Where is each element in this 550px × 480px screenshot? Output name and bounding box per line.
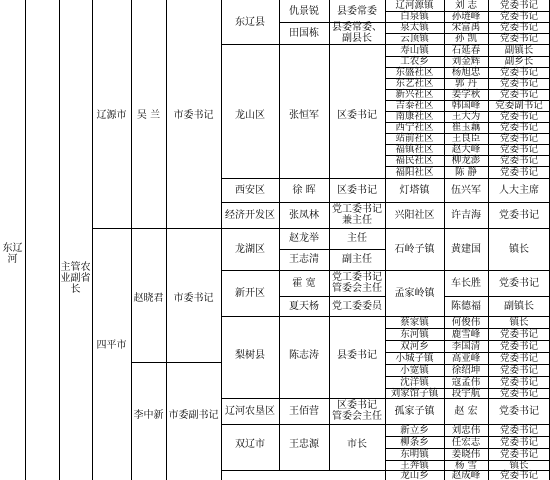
leader-liaohe: 王佰营 [289,405,319,417]
row-2-town: 白泉镇 [400,11,429,22]
title-longhu-2: 副主任 [342,254,372,265]
row-25-title: 党委书记 [499,340,538,352]
row-30-person: 赵 宏 [454,405,478,417]
row-24-town: 东河镇 [400,328,429,340]
row-1-person: 刘 志 [454,0,478,11]
row-29-title: 党委书记 [499,387,538,399]
row-13-town: 站前社区 [395,133,434,144]
title-lishu: 县委书记 [337,349,377,361]
secretary-wulan: 吴 兰 [136,109,161,121]
leader-dongliao-1: 仇景锐 [289,5,319,17]
row-3-person: 宋富禹 [451,22,481,33]
row-8-title: 党委书记 [499,78,538,89]
row-32-town: 柳条乡 [400,436,429,448]
vice-governor-cell: 主管农 业副省 长 [60,261,91,295]
leader-xinkai-2: 夏天杨 [289,300,319,312]
row-12-title: 党委书记 [499,122,538,133]
row-35-title: 党委书记 [499,469,538,480]
secretary-zhaoxiaojun: 赵晓君 [133,292,164,304]
row-33-person: 姜晓伟 [451,448,481,460]
secretary-lizhongxin: 李中新 [133,409,164,421]
row-26-town: 小城子镇 [395,352,434,364]
row-21-title: 副镇长 [504,300,534,312]
title-longhu-1: 主任 [347,233,367,244]
county-liaohe: 辽河农垦区 [225,405,275,417]
leader-shuangliao: 王忠源 [289,438,319,450]
row-27-town: 小宽镇 [400,364,429,376]
city-liaoyuan: 辽源市 [96,109,127,121]
row-13-title: 党委书记 [499,133,538,144]
row-16-person: 陈 静 [454,166,478,178]
row-33-title: 党委书记 [499,448,538,460]
county-lishu: 梨树县 [235,349,265,361]
row-10-town: 吉泰社区 [395,100,434,111]
city-siping: 四平市 [96,339,127,351]
row-5-person: 石延春 [451,44,481,56]
row-5-town: 寿山镇 [400,44,429,56]
row-2-person: 孙琏峰 [451,11,481,22]
row-30-title: 党委书记 [499,405,539,417]
row-18-title: 党委书记 [499,209,539,221]
row-35-person: 赵成峰 [451,469,481,480]
row-26-person: 高亚峰 [451,352,481,364]
row-7-title: 党委书记 [499,67,538,78]
row-31-town: 新立乡 [400,424,429,436]
title-dongliao-2: 县委常委、 副县长 [332,22,382,44]
leader-dongliao-2: 田国栋 [289,27,319,39]
title-xinkai-2: 党工委委员 [332,300,382,312]
row-32-person: 任宏志 [451,436,481,448]
leader-xian: 徐 晖 [292,184,316,196]
row-13-person: 王良臣 [451,133,481,144]
row-25-town: 双河乡 [400,340,429,352]
row-15-title: 党委书记 [499,155,538,166]
title-longshan: 区委书记 [337,109,377,121]
county-jingkai: 经济开发区 [225,209,275,221]
row-7-person: 杨旭忠 [451,67,481,78]
row-33-town: 东明镇 [400,448,429,460]
county-xian: 西安区 [235,184,265,196]
row-23-title: 镇长 [509,316,529,328]
province-region-cell: 东辽 河 [2,243,23,265]
row-35-town: 龙山乡 [400,469,429,480]
row-21-person: 陈德福 [451,300,481,312]
title-xinkai-1: 党工委书记 管委会主任 [332,272,382,294]
county-longshan: 龙山区 [235,109,265,121]
row-19-title: 镇长 [509,243,529,255]
row-17-person: 伍兴军 [451,184,481,196]
row-9-town: 新兴社区 [395,89,434,100]
row-2-title: 党委书记 [499,11,538,22]
row-24-title: 党委书记 [499,328,538,340]
row-8-town: 东艺社区 [395,78,434,89]
row-4-town: 云顶镇 [400,33,429,44]
row-9-person: 姜学秋 [451,89,481,100]
leader-lishu: 陈志涛 [289,349,319,361]
row-8-person: 郭 丹 [454,78,478,89]
row-18-town: 兴阳社区 [394,209,435,221]
row-5-title: 副镇长 [504,44,534,56]
row-3-town: 泉太镇 [400,22,429,33]
row-10-person: 韩国峰 [451,100,481,111]
row-1-town: 辽河源镇 [395,0,434,11]
row-19-town: 石岭子镇 [394,243,435,255]
county-dongliao: 东辽县 [235,16,265,28]
row-28-town: 沈洋镇 [400,376,429,388]
row-9-title: 党委书记 [499,89,538,100]
row-16-title: 党委书记 [499,166,538,178]
row-29-town: 刘家馆子镇 [390,387,439,399]
county-shuangliao: 双辽市 [235,438,265,450]
row-6-title: 副乡长 [504,56,534,67]
row-14-title: 党委书记 [499,144,538,155]
row-12-person: 崔玉藕 [451,122,481,133]
row-28-person: 寇孟伟 [451,376,481,388]
title-liaohe: 区委书记 管委会主任 [332,400,382,422]
row-34-title: 镇长 [509,459,529,471]
leader-longhu-2: 王志清 [289,254,319,265]
row-26-title: 党委书记 [499,352,538,364]
title-jingkai: 党工委书记 兼主任 [332,204,382,226]
row-6-town: 工农乡 [400,56,429,67]
row-4-person: 孙 凯 [454,33,478,44]
row-19-person: 黄建国 [451,243,481,255]
row-10-title: 党委副书记 [495,100,543,111]
row-14-town: 福镇社区 [395,144,434,155]
row-17-title: 人大主席 [499,184,539,196]
row-20-person: 车长胜 [451,277,481,289]
row-14-person: 赵大峰 [451,144,481,155]
leader-longhu-1: 赵龙举 [289,233,319,244]
title-xian: 区委书记 [337,184,377,196]
row-30-town: 孤家子镇 [394,405,435,417]
row-20-title: 党委书记 [499,277,539,289]
row-31-person: 刘忠伟 [451,424,481,436]
row-23-town: 蔡家镇 [400,316,429,328]
row-15-town: 福民社区 [395,155,434,166]
row-12-town: 西宁社区 [395,122,434,133]
leader-jingkai: 张凤林 [289,209,319,221]
row-23-person: 何俊伟 [451,316,481,328]
row-27-person: 徐绍坤 [451,364,481,376]
row-32-title: 党委书记 [499,436,538,448]
row-4-title: 党委书记 [499,33,538,44]
row-27-title: 党委书记 [499,364,538,376]
row-31-title: 党委书记 [499,424,538,436]
row-17-town: 灯塔镇 [399,184,430,196]
row-1-title: 党委书记 [499,0,538,11]
leader-longshan: 张恒军 [289,109,319,121]
row-6-person: 刘金辉 [451,56,481,67]
row-24-person: 鹿雪峰 [451,328,481,340]
county-xinkai: 新开区 [235,287,265,299]
row-7-town: 东盛社区 [395,67,434,78]
row-34-town: 王奔镇 [400,459,429,471]
title-dongliao-1: 县委常委 [337,5,377,17]
title-shuangliao: 市长 [347,438,367,450]
row-18-person: 许吉海 [451,209,481,221]
row-3-title: 党委书记 [499,22,538,33]
row-29-person: 段宇航 [451,387,481,399]
row-11-title: 党委书记 [499,111,538,122]
row-34-person: 杨 雪 [454,459,478,471]
position-liaoyuan: 市委书记 [173,109,214,121]
row-28-title: 党委书记 [499,376,538,388]
row-11-town: 南康社区 [395,111,434,122]
row-25-person: 李国清 [451,340,481,352]
row-11-person: 王大为 [451,111,481,122]
county-longhu: 龙湖区 [235,243,265,255]
position-siping-deputy: 市委副书记 [168,409,219,421]
position-siping: 市委书记 [173,292,214,304]
row-15-person: 柳龙澎 [451,155,481,166]
leader-xinkai-1: 霍 宽 [292,277,316,289]
row-16-town: 福阳社区 [395,166,434,178]
row-22-town: 孟家岭镇 [394,287,435,299]
